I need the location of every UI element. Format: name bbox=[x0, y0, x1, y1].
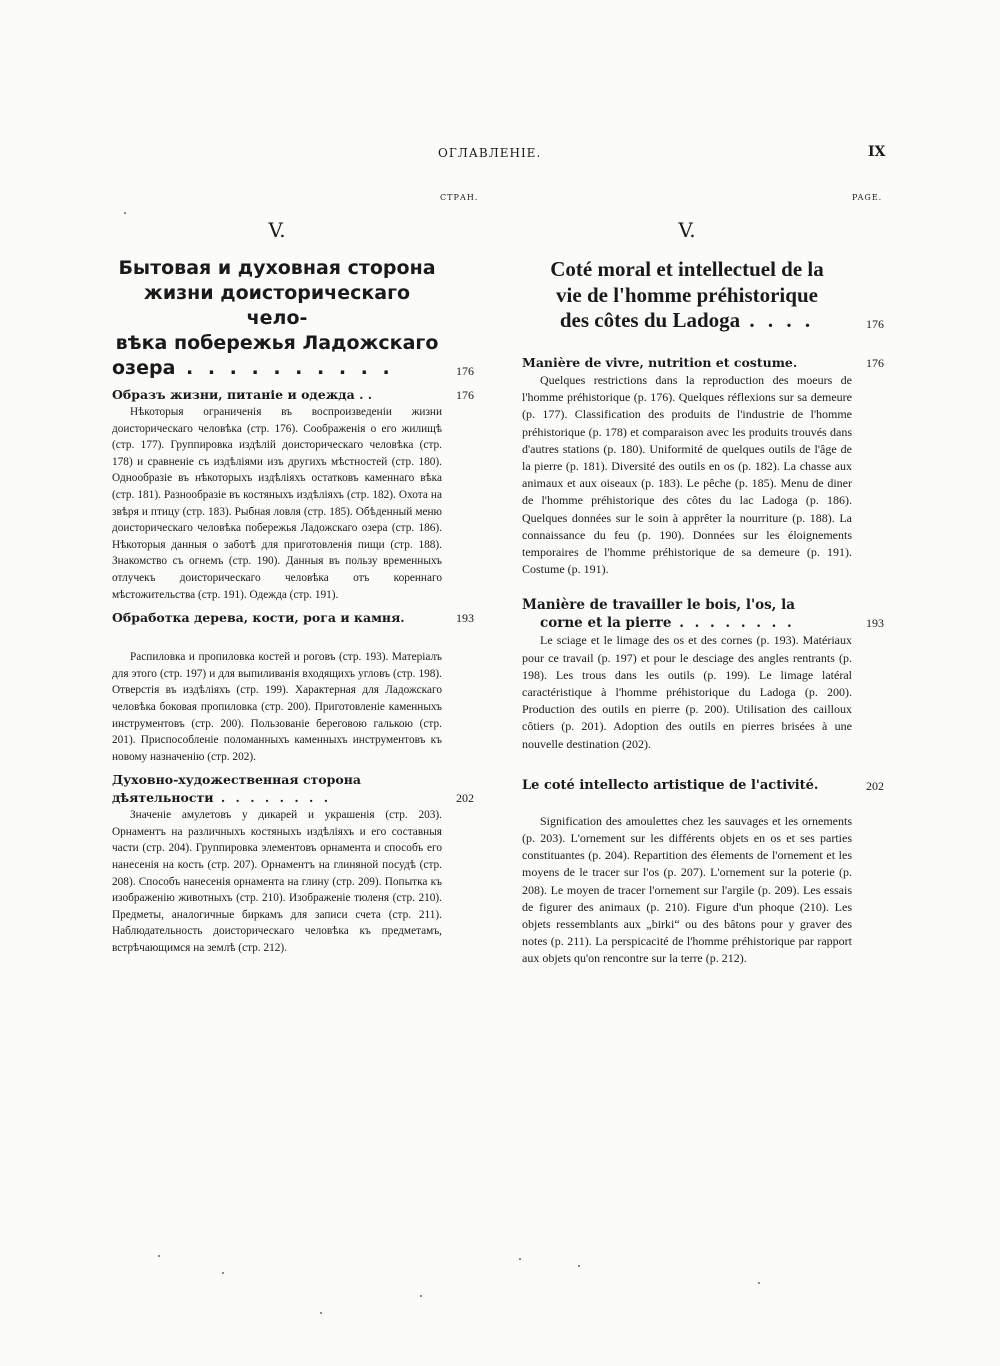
section-heading-text: Обработка дерева, кости, рога и камня. bbox=[112, 610, 405, 626]
chapter-title-last: des côtes du Ladoga . . . . 176 bbox=[522, 308, 852, 332]
section-heading-text: Духовно-художественная сторона дѣятельности bbox=[112, 772, 361, 806]
running-title: ОГЛАВЛЕНІЕ. bbox=[438, 146, 542, 160]
chapter-page: 176 bbox=[456, 364, 474, 378]
chapter-title-line: озера bbox=[112, 357, 176, 379]
section-number: V. bbox=[678, 218, 696, 242]
russian-column bbox=[112, 212, 484, 957]
section-page: 193 bbox=[866, 616, 884, 631]
section-heading bbox=[112, 609, 474, 627]
section-page: 176 bbox=[456, 388, 474, 402]
chapter-title bbox=[522, 256, 852, 308]
section-page: 202 bbox=[866, 778, 884, 793]
section-body: Le sciage et le limage des os et des cornes (p. 193). Matériaux pour ce travail (p. 197) et pour le desciage des angles rentrants (p. 198). Les trous dans les outils (p. 199). Le limage latéral caractéristique à l'homme préhistorique du Ladoga (p. 200). Production des outils en pierre (p. 200). Utilisation des cailloux côtiers (p. 201). Adoption des outils en pierres brisées à une nouvelle destination (202). bbox=[522, 633, 852, 751]
section-body: Quelques restrictions dans la reproduction des moeurs de l'homme préhistorique (p. 176). Quelques réflexions sur sa demeure (p. 177). Classification des produits de l'industrie de l'homme préhistorique (p. 178) et comparaison avec les produits trouvés dans d'autres stations (p. 180). Uniformité de quelques outils de l'âge de la pierre (p. 181). Diversité des outils en os (p. 182). La chasse aux animaux et aux oiseaux (p. 183). Le pêche (p. 185). Menu de diner de l'homme préhistorique des côtes du lac Ladoga (p. 186). Quelques données sur le soin à apprêter la nourriture (p. 188). La connaissance du feu (p. 190). Données sur les éloignements temporaires de l'homme préhistorique de sa demeure (p. 191). Costume (p. 191). bbox=[522, 373, 852, 577]
chapter-title-line: жизни доисторическаго чело- bbox=[143, 282, 411, 329]
section-page: 202 bbox=[456, 791, 474, 806]
section-page: 193 bbox=[456, 611, 474, 626]
section-heading: Образъ жизни, питаніе и одежда . . 176 bbox=[112, 387, 474, 402]
chapter-title-line: des côtes du Ladoga bbox=[559, 308, 741, 332]
chapter-title-line: Бытовая и духовная сторона bbox=[118, 257, 436, 279]
chapter-title-line: вѣка побережья Ладожскаго bbox=[115, 332, 439, 354]
right-page-label: PAGE. bbox=[852, 193, 883, 202]
page-number: IX bbox=[868, 144, 886, 160]
left-page-label: СТРАН. bbox=[440, 193, 479, 202]
section-heading-text: Manière de vivre, nutrition et costume. bbox=[522, 355, 798, 370]
chapter-title-last: озера . . . . . . . . . . 176 bbox=[112, 356, 442, 380]
section-heading bbox=[522, 777, 884, 795]
section-heading: Manière de travailler le bois, l'os, la corne et la pierre . . . . . . . . 193 bbox=[522, 597, 884, 632]
section-heading-text: Le coté intellecto artistique de l'activité. bbox=[522, 777, 819, 793]
section-heading bbox=[522, 354, 884, 372]
running-header bbox=[0, 146, 1000, 170]
chapter-title bbox=[112, 256, 442, 356]
section-body: Распиловка и пропиловка костей и роговъ (стр. 193). Матеріалъ для этого (стр. 197) и для выпиливанія входящихъ угловъ (стр. 198). Отверстія въ издѣліяхъ (стр. 199). Характерная для Ладожскаго человѣка боковая пропиловка (стр. 200). Приготовленіе каменныхъ инструментовъ (стр. 200). Пользованіе береговою галькою (стр. 201). Приспособленіе поломанныхъ каменныхъ инструментовъ къ новому назначенію (стр. 202). bbox=[112, 651, 442, 763]
french-column bbox=[522, 212, 892, 968]
section-page: 176 bbox=[866, 356, 884, 370]
section-heading-text: Образъ жизни, питаніе и одежда bbox=[112, 387, 355, 402]
section-heading-text: Manière de travailler le bois, l'os, la bbox=[522, 597, 795, 614]
section-heading-text: corne et la pierre bbox=[540, 615, 672, 632]
section-body: Нѣкоторыя ограниченія въ воспроизведеніи жизни доисторическаго человѣка (стр. 176). Соображенія о его жилищѣ (стр. 177). Группировка издѣлій доисторическаго человѣка (стр. 178) и сравненіе съ издѣліями изъ другихъ мѣстностей (стр. 180). Однообразіе въ нѣкоторыхъ издѣліяхъ остатковъ каменнаго вѣка (стр. 181). Разнообразіе въ костяныхъ издѣліяхъ (стр. 182). Охота на звѣря и птицу (стр. 183). Рыбная ловля (стр. 185). Обѣденный меню доисторическаго человѣка побережья Ладожскаго озера (стр. 186). Нѣкоторыя данныя о заботѣ для приготовленія пищи (стр. 188). Знакомство съ огнемъ (стр. 190). Данныя въ пользу временныхъ отлучекъ доисторическаго человѣка отъ кореннаго мѣстожительства (стр. 191). Одежда (стр. 191). bbox=[112, 406, 442, 601]
section-body: Signification des amoulettes chez les sauvages et les ornements (p. 203). L'ornement sur les différents objets en os et ses parties constituantes (p. 204). Repartition des élements de l'ornement et les moyens de le tracer sur l'os (p. 207). L'ornement sur la poterie (p. 208). Le moyen de tracer l'ornement sur l'argile (p. 209). Les essais de figurer des animaux (p. 210). Figure d'un phoque (210). Les objets ressemblants aux „birki“ ou des bâtons pour y graver des notes (p. 211). La perspicacité de l'homme préhistorique par rapport aux objets qu'on rencontre sur la terre (p. 212). bbox=[522, 813, 852, 966]
chapter-page: 176 bbox=[866, 317, 884, 331]
chapter-title-line: Coté moral et intellectuel de la bbox=[550, 257, 824, 281]
section-body: Значеніе амулетовъ у дикарей и украшенія (стр. 203). Орнаментъ на различныхъ костяныхъ издѣліяхъ и его составныя части (стр. 204). Группировка элементовъ орнамента и способъ его нанесенія на кость (стр. 207). Орнаментъ на глиняной посудѣ (стр. 208). Способъ нанесенія орнамента на глину (стр. 209). Попытка къ изображенію животныхъ (стр. 210). Изображеніе тюленя (стр. 210). Предметы, аналогичные биркамъ для записи счета (стр. 211). Наблюдательность доисторическаго человѣка къ предметамъ, встрѣчающимся на землѣ (стр. 212). bbox=[112, 809, 442, 955]
section-heading: Духовно-художественная сторона дѣятельности . . . . . . . . 202 bbox=[112, 772, 474, 806]
chapter-title-line: vie de l'homme préhistorique bbox=[556, 283, 818, 307]
section-number: V. bbox=[268, 218, 286, 242]
